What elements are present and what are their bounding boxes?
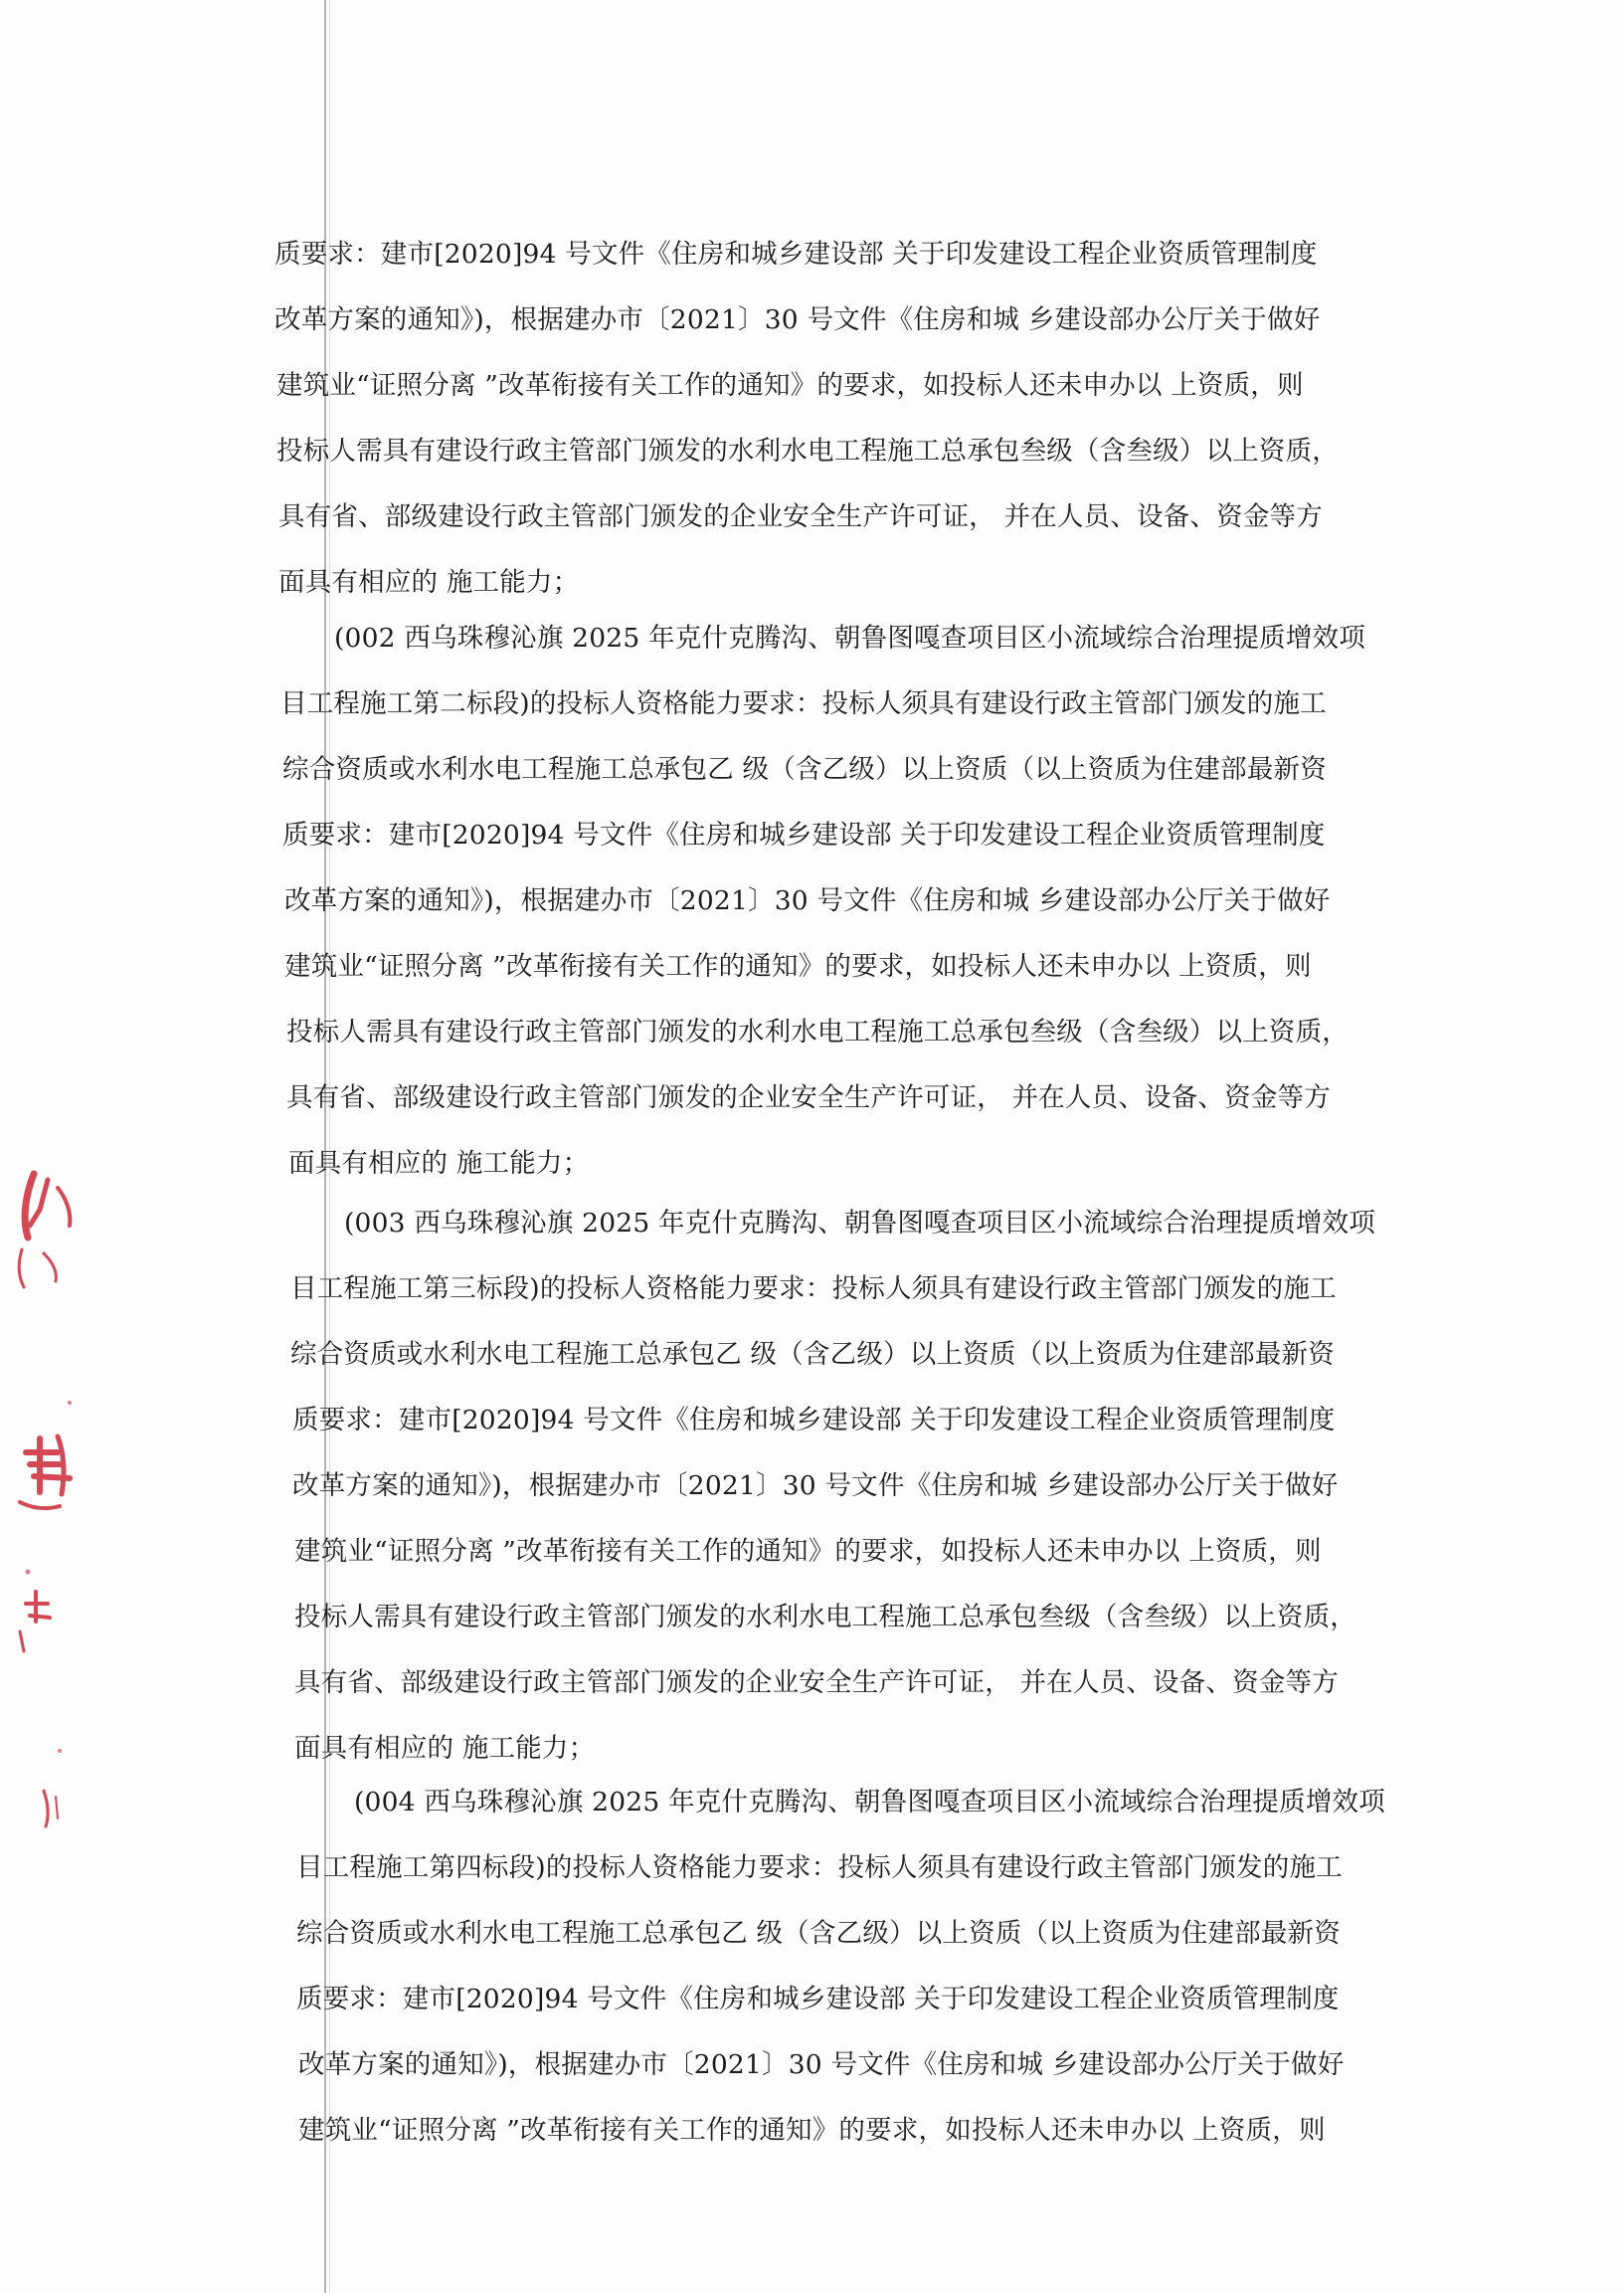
text-line: 具有省、部级建设行政主管部门颁发的企业安全生产许可证， 并在人员、设备、资金等方 bbox=[286, 1082, 1331, 1113]
text-line: 目工程施工第二标段)的投标人资格能力要求：投标人须具有建设行政主管部门颁发的施工 bbox=[280, 688, 1327, 719]
text-line: 目工程施工第四标段)的投标人资格能力要求：投标人须具有建设行政主管部门颁发的施工 bbox=[296, 1852, 1343, 1883]
text-line: 投标人需具有建设行政主管部门颁发的水利水电工程施工总承包叁级（含叁级）以上资质， bbox=[286, 1017, 1349, 1048]
text-line: 面具有相应的 施工能力； bbox=[288, 1148, 590, 1179]
text-line: 改革方案的通知》)，根据建办市〔2021〕30 号文件《住房和城 乡建设部办公厅关于做好 bbox=[298, 2049, 1345, 2080]
text-line: 建筑业“证照分离 ”改革衔接有关工作的通知》的要求，如投标人还未申办以 上资质，则 bbox=[298, 2115, 1326, 2146]
text-line: 建筑业“证照分离 ”改革衔接有关工作的通知》的要求，如投标人还未申办以 上资质，则 bbox=[294, 1536, 1322, 1567]
text-line: 面具有相应的 施工能力； bbox=[294, 1733, 596, 1764]
text-line: 质要求：建市[2020]94 号文件《住房和城乡建设部 关于印发建设工程企业资质管理制度 bbox=[274, 239, 1318, 270]
text-line: 投标人需具有建设行政主管部门颁发的水利水电工程施工总承包叁级（含叁级）以上资质， bbox=[276, 436, 1339, 467]
text-line: 改革方案的通知》)，根据建办市〔2021〕30 号文件《住房和城 乡建设部办公厅关于做好 bbox=[292, 1470, 1339, 1501]
text-line: 综合资质或水利水电工程施工总承包乙 级（含乙级）以上资质（以上资质为住建部最新资 bbox=[282, 754, 1327, 785]
text-line: 质要求：建市[2020]94 号文件《住房和城乡建设部 关于印发建设工程企业资质管理制度 bbox=[292, 1405, 1336, 1435]
text-line: 面具有相应的 施工能力； bbox=[278, 567, 580, 598]
text-line: 改革方案的通知》)，根据建办市〔2021〕30 号文件《住房和城 乡建设部办公厅关于做好 bbox=[284, 885, 1331, 916]
text-line: (003 西乌珠穆沁旗 2025 年克什克腾沟、朝鲁图嘎查项目区小流域综合治理提质增效项 bbox=[344, 1208, 1375, 1239]
text-line: 具有省、部级建设行政主管部门颁发的企业安全生产许可证， 并在人员、设备、资金等方 bbox=[294, 1667, 1339, 1698]
text-line: 目工程施工第三标段)的投标人资格能力要求：投标人须具有建设行政主管部门颁发的施工 bbox=[290, 1273, 1337, 1304]
text-line: 质要求：建市[2020]94 号文件《住房和城乡建设部 关于印发建设工程企业资质管理制度 bbox=[282, 820, 1326, 851]
text-line: 改革方案的通知》)，根据建办市〔2021〕30 号文件《住房和城 乡建设部办公厅关于做好 bbox=[274, 304, 1321, 335]
text-line: 建筑业“证照分离 ”改革衔接有关工作的通知》的要求，如投标人还未申办以 上资质，则 bbox=[284, 951, 1312, 982]
text-line: (004 西乌珠穆沁旗 2025 年克什克腾沟、朝鲁图嘎查项目区小流域综合治理提质增效项 bbox=[354, 1787, 1385, 1817]
text-line: 具有省、部级建设行政主管部门颁发的企业安全生产许可证， 并在人员、设备、资金等方 bbox=[278, 501, 1323, 532]
text-line: 综合资质或水利水电工程施工总承包乙 级（含乙级）以上资质（以上资质为住建部最新资 bbox=[290, 1339, 1335, 1370]
text-line: 投标人需具有建设行政主管部门颁发的水利水电工程施工总承包叁级（含叁级）以上资质， bbox=[294, 1602, 1356, 1632]
text-line: 质要求：建市[2020]94 号文件《住房和城乡建设部 关于印发建设工程企业资质管理制度 bbox=[296, 1984, 1340, 2014]
text-line: 建筑业“证照分离 ”改革衔接有关工作的通知》的要求，如投标人还未申办以 上资质，则 bbox=[276, 370, 1304, 401]
text-line: (002 西乌珠穆沁旗 2025 年克什克腾沟、朝鲁图嘎查项目区小流域综合治理提质增效项 bbox=[334, 623, 1365, 654]
text-line: 综合资质或水利水电工程施工总承包乙 级（含乙级）以上资质（以上资质为住建部最新资 bbox=[296, 1918, 1341, 1949]
